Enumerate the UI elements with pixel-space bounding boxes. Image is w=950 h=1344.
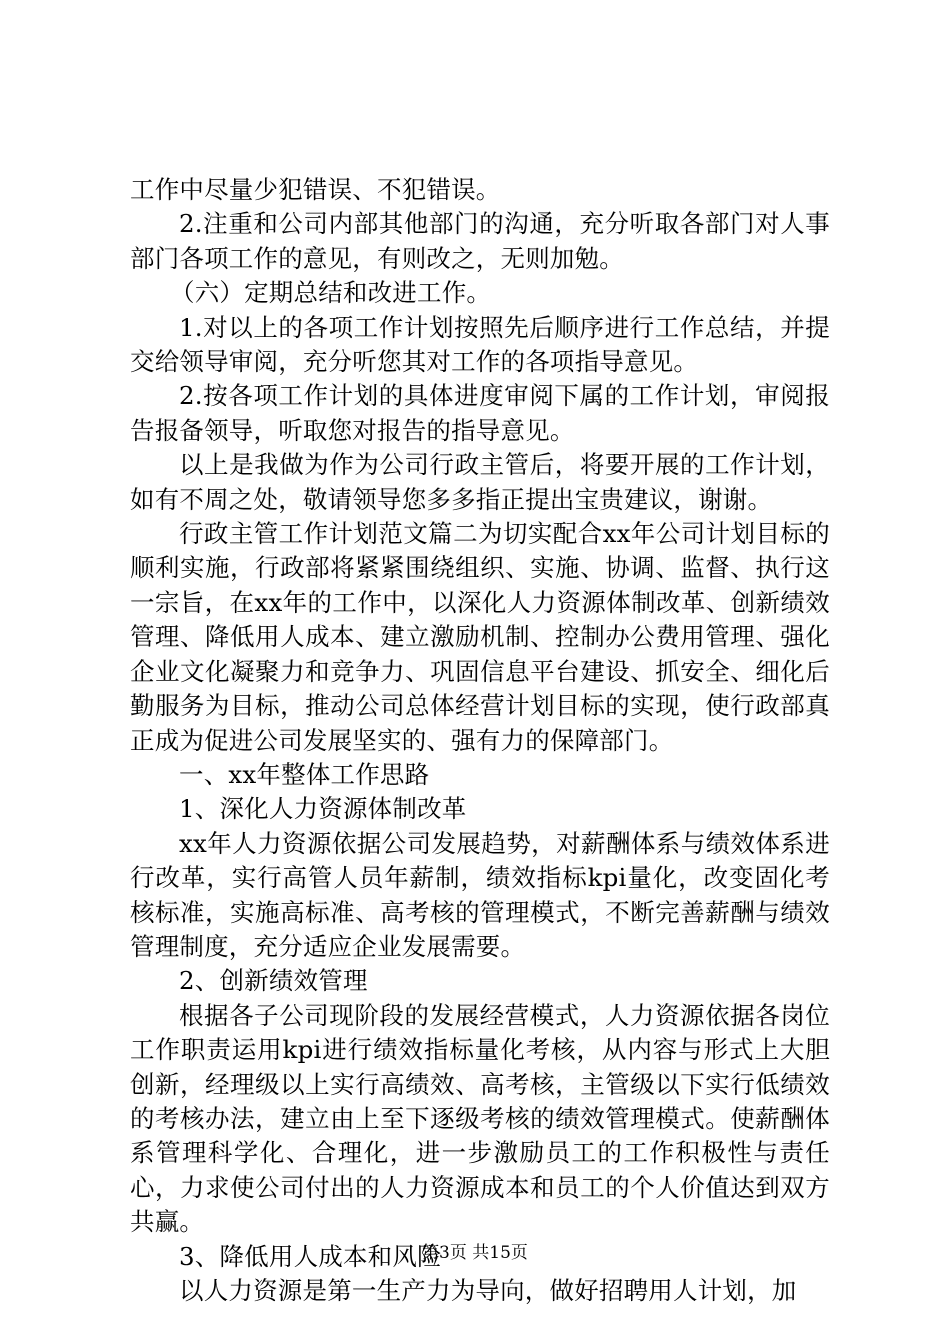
document-body — [130, 173, 830, 1308]
paragraph-continuation: 工作中尽量少犯错误、不犯错误。 — [130, 175, 501, 204]
section-heading-6: （六）定期总结和改进工作。 — [170, 278, 492, 308]
page-number-footer: 第3页 共15页 — [422, 1243, 528, 1263]
paragraph-item-2-communication: 2.注重和公司内部其他部门的沟通，充分听取各部门对人事部门各项工作的意见，有则改之，无则加勉。 — [130, 209, 830, 273]
heading-cost-reduction: 3、降低用人成本和风险 — [179, 1241, 442, 1271]
heading-hr-reform: 1、深化人力资源体制改革 — [179, 794, 467, 824]
paragraph-item-2-review: 2.按各项工作计划的具体进度审阅下属的工作计划，审阅报告报备领导，听取您对报告的指导意见。 — [130, 381, 830, 445]
heading-overall-approach: 一、xx年整体工作思路 — [179, 759, 430, 789]
paragraph-hr-reform: xx年人力资源依据公司发展趋势，对薪酬体系与绩效体系进行改革，实行高管人员年薪制，绩效指标kpi量化，改变固化考核标准，实施高标准、高考核的管理模式，不断完善薪酬与绩效管理制度，充分适应企业发展需要。 — [130, 828, 830, 961]
heading-performance-management: 2、创新绩效管理 — [179, 966, 368, 996]
paragraph-cost-reduction: 以人力资源是第一生产力为导向，做好招聘用人计划，加 — [179, 1276, 797, 1305]
paragraph-closing: 以上是我做为作为公司行政主管后，将要开展的工作计划，如有不周之处，敬请领导您多多指正提出宝贵建议，谢谢。 — [130, 450, 830, 514]
paragraph-item-1-summary: 1.对以上的各项工作计划按照先后顺序进行工作总结，并提交给领导审阅，充分听您其对工作的各项指导意见。 — [130, 312, 830, 377]
paragraph-article-two-intro: 行政主管工作计划范文篇二为切实配合xx年公司计划目标的顺利实施，行政部将紧紧围绕组织、实施、协调、监督、执行这一宗旨，在xx年的工作中，以深化人力资源体制改革、创新绩效管理、降低用人成本、建立激励机制、控制办公费用管理、强化企业文化凝聚力和竞争力、巩固信息平台建设、抓安全、细化后勤服务为目标，推动公司总体经营计划目标的实现，使行政部真正成为促进公司发展坚实的、强有力的保障部门。 — [130, 519, 830, 755]
paragraph-performance-management: 根据各子公司现阶段的发展经营模式，人力资源依据各岗位工作职责运用kpi进行绩效指标量化考核，从内容与形式上大胆创新，经理级以上实行高绩效、高考核，主管级以下实行低绩效的考核办法，建立由上至下逐级考核的绩效管理模式。使薪酬体系管理科学化、合理化，进一步激励员工的工作积极性与责任心，力求使公司付出的人力资源成本和员工的个人价值达到双方共赢。 — [130, 1000, 830, 1237]
